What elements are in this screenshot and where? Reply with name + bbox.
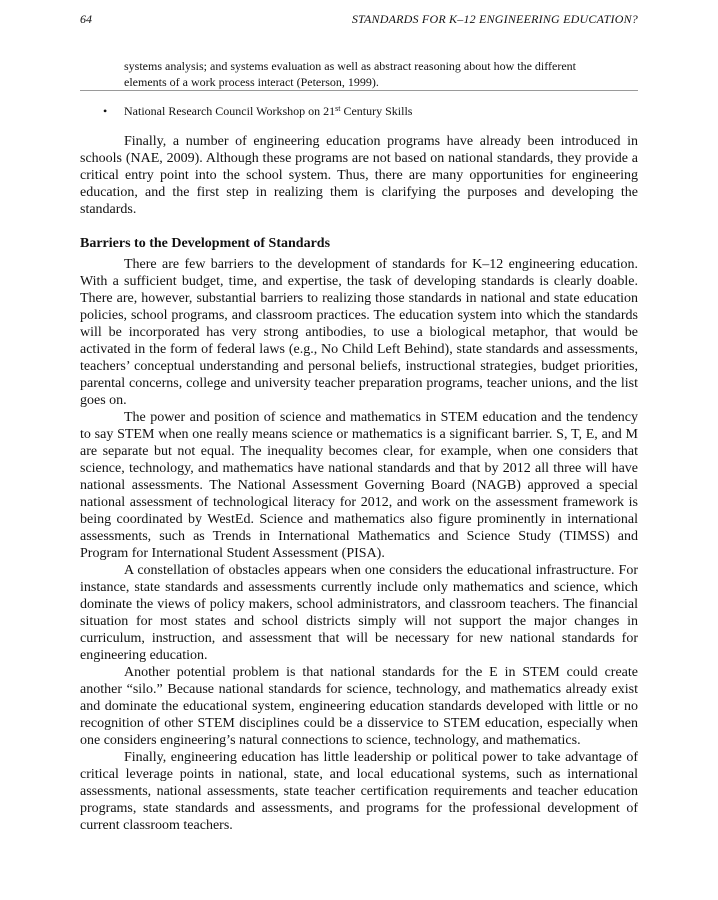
running-head: STANDARDS FOR K–12 ENGINEERING EDUCATION? [351,12,638,26]
paragraph: The power and position of science and mathematics in STEM education and the tendency to say STEM when one really means science or mathematics is a significant barrier. S, T, E, and M are separate but not equal. The inequality becomes clear, for example, when one considers that science, technology, and mathematics have national standards and that by 2012 all three will have national assessments. The National Assessment Governing Board (NAGB) approved a special national assessment of technological literacy for 2012, and work on the assessment framework is being coordinated by WestEd. Science and mathematics also figure prominently in international assessments, such as Trends in International Mathematics and Science Study (TIMSS) and Program for International Student Assessment (PISA). [80,410,638,561]
bullet-marker: • [103,104,108,118]
bullet-text-after: Century Skills [340,104,413,118]
section-heading: Barriers to the Development of Standards [80,236,331,251]
boxed-excerpt-text: systems analysis; and systems evaluation as well as abstract reasoning about how the different elements of a work process interact (Peterson, 1999). [124,59,577,89]
intro-paragraph: Finally, a number of engineering education programs have already been introduced in schools (NAE, 2009). Although these programs are not based on national standards, they provide a critical entry point into the school system. Thus, there are many opportunities for engineering education, and the first step in realizing them is clarifying the purposes and developing the standards. [80,134,638,217]
bullet-text-before: National Research Council Workshop on 21 [124,104,336,118]
bullet-text [124,103,412,119]
paragraph: Finally, engineering education has little leadership or political power to take advantage of critical leverage points in national, state, and local educational systems, such as international assessments, national assessments, state teacher certification requirements and teacher education programs, state standards and assessments, and programs for the professional development of current classroom teachers. [80,750,638,833]
paragraph: There are few barriers to the development of standards for K–12 engineering education. With a sufficient budget, time, and expertise, the task of developing standards is clearly doable. There are, however, substantial barriers to realizing those standards in national and state education policies, school programs, and classroom practices. The education system into which the standards will be incorporated has very strong antibodies, to use a biological metaphor, that would be activated in the form of federal laws (e.g., No Child Left Behind), state standards and assessments, teachers’ conceptual understanding and personal beliefs, instructional strategies, budget priorities, parental concerns, college and university teacher preparation programs, teacher unions, and the list goes on. [80,257,638,408]
paragraph: A constellation of obstacles appears when one considers the educational infrastructure. For instance, state standards and assessments currently include only mathematics and science, which dominate the views of policy makers, school administrators, and classroom teachers. The financial situation for most states and school districts simply will not support the major changes in curriculum, instruction, and assessment that will be necessary for new national standards for engineering education. [80,563,638,663]
paragraph: Another potential problem is that national standards for the E in STEM could create another “silo.” Because national standards for science, technology, and mathematics already exist and dominate the educational system, engineering education standards developed with little or no recognition of other STEM disciplines could be a disservice to STEM education, especially when one considers engineering’s natural connections to science, technology, and mathematics. [80,665,638,748]
boxed-excerpt [80,58,638,91]
page-number: 64 [80,12,92,26]
body-text [80,133,638,834]
bullet-superscript: st [335,104,341,113]
